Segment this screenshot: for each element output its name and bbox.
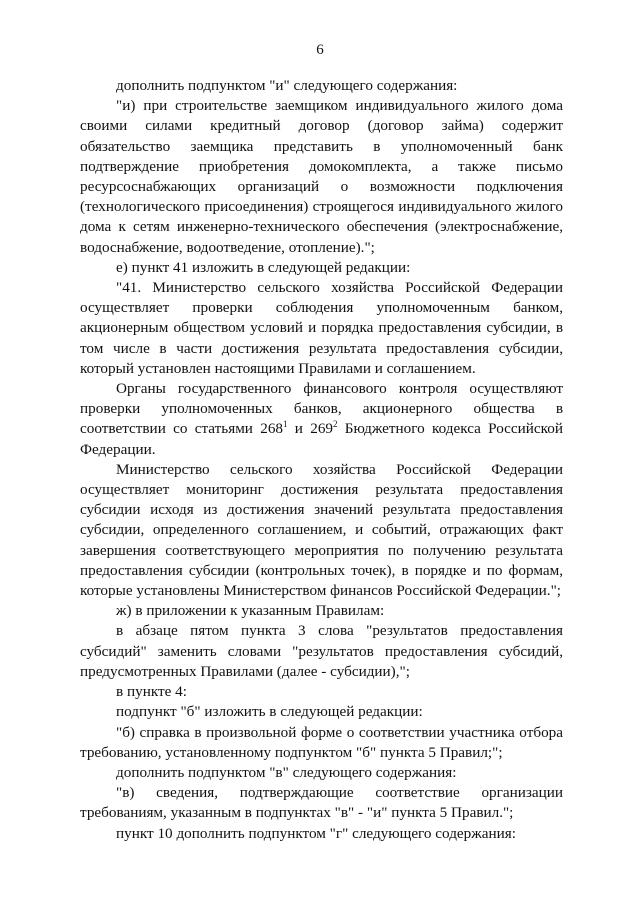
paragraph-item-zh: ж) в приложении к указанным Правилам: (116, 602, 385, 620)
paragraph-point-41: "41. Министерство сельского хозяйства Российской Федерации осуществляет проверки соблюдения уполномоченным банком, акционерным обществом условий и порядка предоставления субсидии, в том числе в части достижения результата предоставления субсидии, который установлен настоящими Правилами и соглашением. (80, 279, 563, 377)
paragraph-subitem-v: "в) сведения, подтверждающие соответствие организации требованиям, указанным в подпунктах "в" - "и" пункта 5 Правил."; (80, 784, 563, 822)
paragraph-item-e: е) пункт 41 изложить в следующей редакции: (116, 258, 411, 276)
paragraph-point-4: в пункте 4: (116, 683, 187, 701)
paragraph-point-3-amendment: в абзаце пятом пункта 3 слова "результатов предоставления субсидий" заменить словами "результатов предоставления субсидий, предусмотренных Правилами (далее - субсидии),"; (80, 622, 563, 680)
paragraph-monitoring: Министерство сельского хозяйства Российской Федерации осуществляет мониторинг достижения результата предоставления субсидии исходя из достижения значений результата предоставления субсидии, определенного соглашением, и событий, отражающих факт завершения соответствующего мероприятия по получению результата предоставления субсидии (контрольных точек), в порядке и по формам, которые установлены Министерством финансов Российской Федерации."; (80, 460, 563, 600)
paragraph-financial-control (80, 379, 563, 460)
financial-control-text-end: Бюджетного кодекса Российской Федерации. (80, 420, 563, 458)
paragraph-subitem-v-intro: дополнить подпунктом "в" следующего содержания: (116, 763, 457, 781)
paragraph-subitem-i: "и) при строительстве заемщиком индивидуального жилого дома своими силами кредитный договор (договор займа) содержит обязательство заемщика представить в уполномоченный банк подтверждение приобретения домокомплекта, а также письмо ресурсоснабжающих организаций о возможности подключения (технологического присоединения) строящегося индивидуального жилого дома к сетям инженерно-технического обеспечения (электроснабжение, водоснабжение, водоотведение, отопление)."; (80, 97, 563, 256)
paragraph-subitem-b-intro: подпункт "б" изложить в следующей редакции: (116, 703, 423, 721)
financial-control-text-start: Органы государственного финансового контроля осуществляют проверки уполномоченных банков, акционерного общества в соответствии со статьями 268 (80, 380, 563, 438)
page-number: 6 (316, 42, 324, 58)
article-268-superscript: 1 (283, 419, 288, 430)
paragraph-intro-i: дополнить подпунктом "и" следующего содержания: (116, 77, 458, 94)
document-body (80, 76, 563, 844)
paragraph-subitem-b: "б) справка в произвольной форме о соответствии участника отбора требованию, установленному подпунктом "б" пункта 5 Правил;"; (80, 723, 563, 761)
paragraph-point-10: пункт 10 дополнить подпунктом "г" следующего содержания: (116, 824, 516, 842)
financial-control-text-middle: и 269 (287, 420, 334, 438)
article-269-superscript: 2 (333, 419, 338, 430)
